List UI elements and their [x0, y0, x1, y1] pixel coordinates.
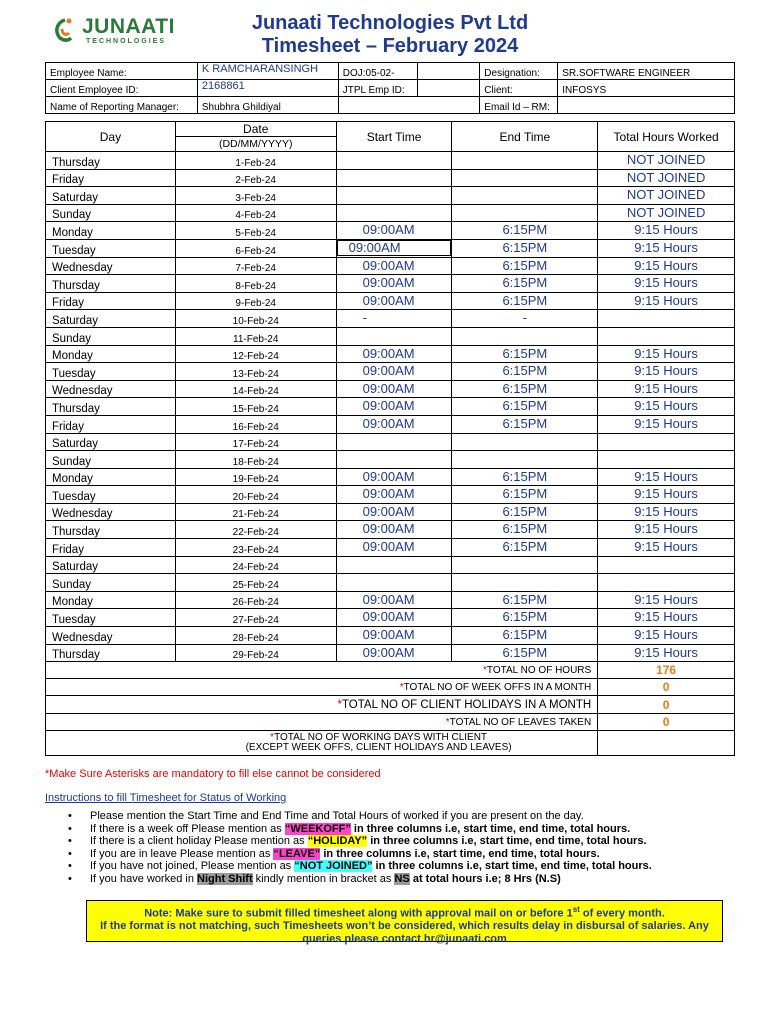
- company-logo: [52, 14, 182, 52]
- summary-label: *TOTAL NO OF CLIENT HOLIDAYS IN A MONTH: [46, 696, 598, 714]
- table-row: [46, 222, 735, 240]
- instruction-item: • If there is a client holiday Please mention as “HOLIDAY” in three columns i.e, start time, end time, total hours.: [68, 835, 748, 848]
- day-cell: Sunday: [46, 327, 176, 345]
- end-time-cell[interactable]: 6:15PM: [452, 609, 598, 627]
- employee-name-label: Employee Name:: [46, 63, 198, 80]
- instruction-item: • If you are in leave Please mention as “LEAVE” in three columns i.e, start time, end time, total hours.: [68, 848, 748, 861]
- table-row: [46, 152, 735, 170]
- ns-keyword: NS: [394, 872, 410, 885]
- end-time-cell[interactable]: 6:15PM: [452, 222, 598, 240]
- client-label: Client:: [480, 80, 558, 97]
- date-cell: 11-Feb-24: [175, 327, 336, 345]
- date-cell: 27-Feb-24: [175, 609, 336, 627]
- instruction-item: • If you have not joined, Please mention as “NOT JOINED” in three columns i.e, start time, end time, total hours.: [68, 860, 748, 873]
- end-time-cell[interactable]: -: [452, 310, 598, 328]
- total-hours-cell[interactable]: 9:15 Hours: [598, 609, 735, 627]
- end-time-cell[interactable]: 6:15PM: [452, 644, 598, 662]
- day-cell: Saturday: [46, 187, 176, 205]
- total-hours-cell[interactable]: NOT JOINED: [598, 169, 735, 187]
- date-cell: 14-Feb-24: [175, 380, 336, 398]
- table-row: [46, 363, 735, 381]
- summary-label: *TOTAL NO OF WEEK OFFS IN A MONTH: [46, 679, 598, 696]
- junaati-logo-icon: [52, 16, 78, 46]
- document-header: [0, 0, 768, 62]
- total-hours-cell[interactable]: 9:15 Hours: [598, 363, 735, 381]
- table-row: [46, 257, 735, 275]
- end-time-cell[interactable]: 6:15PM: [452, 486, 598, 504]
- table-row: [46, 239, 735, 257]
- start-time-cell[interactable]: [336, 574, 452, 592]
- end-time-cell[interactable]: [452, 556, 598, 574]
- day-cell: Wednesday: [46, 627, 176, 645]
- total-hours-cell[interactable]: [598, 327, 735, 345]
- day-cell: Tuesday: [46, 609, 176, 627]
- start-time-cell[interactable]: 09:00AM: [336, 468, 452, 486]
- total-hours-cell[interactable]: [598, 451, 735, 469]
- end-time-cell[interactable]: [452, 574, 598, 592]
- day-cell: Monday: [46, 468, 176, 486]
- table-row: [46, 415, 735, 433]
- date-cell: 1-Feb-24: [175, 152, 336, 170]
- summary-value[interactable]: 0: [598, 714, 735, 731]
- doj-extra-cell[interactable]: [417, 63, 480, 80]
- total-hours-cell[interactable]: 9:15 Hours: [598, 627, 735, 645]
- summary-value[interactable]: 176: [598, 662, 735, 679]
- start-time-cell[interactable]: [336, 152, 452, 170]
- working-days-value[interactable]: [598, 731, 735, 756]
- start-time-cell[interactable]: -: [336, 310, 452, 328]
- end-time-cell[interactable]: 6:15PM: [452, 380, 598, 398]
- date-cell: 24-Feb-24: [175, 556, 336, 574]
- day-cell: Tuesday: [46, 486, 176, 504]
- client-employee-id-label: Client Employee ID:: [46, 80, 198, 97]
- start-time-cell[interactable]: [336, 433, 452, 451]
- column-header-total-hours: Total Hours Worked: [598, 122, 735, 152]
- start-time-cell[interactable]: [336, 451, 452, 469]
- total-hours-cell[interactable]: NOT JOINED: [598, 152, 735, 170]
- table-row: [46, 486, 735, 504]
- table-row: [46, 521, 735, 539]
- date-cell: 22-Feb-24: [175, 521, 336, 539]
- date-cell: 28-Feb-24: [175, 627, 336, 645]
- not-joined-keyword: “NOT JOINED”: [294, 860, 373, 872]
- client-employee-id-value[interactable]: 2168861: [197, 80, 338, 97]
- date-cell: 15-Feb-24: [175, 398, 336, 416]
- start-time-cell[interactable]: 09:00AM: [336, 222, 452, 240]
- start-time-cell[interactable]: 09:00AM: [336, 380, 452, 398]
- end-time-cell[interactable]: 6:15PM: [452, 275, 598, 293]
- logo-name: JUNAATI: [82, 15, 175, 38]
- table-row: [46, 310, 735, 328]
- day-cell: Sunday: [46, 204, 176, 222]
- end-time-cell[interactable]: 6:15PM: [452, 239, 598, 257]
- employee-name-value[interactable]: K RAMCHARANSINGH: [197, 63, 338, 80]
- total-hours-cell[interactable]: 9:15 Hours: [598, 468, 735, 486]
- table-row: [46, 292, 735, 310]
- start-time-cell[interactable]: 09:00AM: [336, 363, 452, 381]
- date-cell: 8-Feb-24: [175, 275, 336, 293]
- client-value[interactable]: INFOSYS: [558, 80, 735, 97]
- end-time-cell[interactable]: [452, 187, 598, 205]
- date-cell: 21-Feb-24: [175, 503, 336, 521]
- column-header-date: Date: [175, 122, 336, 137]
- day-cell: Thursday: [46, 521, 176, 539]
- summary-label: *TOTAL NO OF LEAVES TAKEN: [46, 714, 598, 731]
- total-hours-cell[interactable]: 9:15 Hours: [598, 257, 735, 275]
- start-time-cell[interactable]: 09:00AM: [336, 591, 452, 609]
- day-cell: Sunday: [46, 451, 176, 469]
- date-cell: 5-Feb-24: [175, 222, 336, 240]
- table-row: [46, 574, 735, 592]
- day-cell: Saturday: [46, 433, 176, 451]
- total-hours-cell[interactable]: [598, 574, 735, 592]
- start-time-cell[interactable]: 09:00AM: [336, 292, 452, 310]
- table-row: [46, 627, 735, 645]
- end-time-cell[interactable]: 6:15PM: [452, 257, 598, 275]
- date-cell: 20-Feb-24: [175, 486, 336, 504]
- end-time-cell[interactable]: 6:15PM: [452, 521, 598, 539]
- weekoff-keyword: “WEEKOFF”: [284, 822, 351, 835]
- total-hours-cell[interactable]: 9:15 Hours: [598, 398, 735, 416]
- end-time-cell[interactable]: 6:15PM: [452, 503, 598, 521]
- date-cell: 6-Feb-24: [175, 239, 336, 257]
- total-hours-cell[interactable]: 9:15 Hours: [598, 415, 735, 433]
- day-cell: Wednesday: [46, 257, 176, 275]
- table-row: [46, 169, 735, 187]
- table-row: [46, 451, 735, 469]
- logo-subtitle: TECHNOLOGIES: [86, 38, 167, 45]
- table-row: [46, 591, 735, 609]
- instruction-item: • If there is a week off Please mention as “WEEKOFF” in three columns i.e, start time, end time, total hours.: [68, 823, 748, 836]
- designation-value[interactable]: SR.SOFTWARE ENGINEER: [558, 63, 735, 80]
- start-time-cell[interactable]: 09:00AM: [336, 539, 452, 557]
- date-cell: 19-Feb-24: [175, 468, 336, 486]
- day-cell: Saturday: [46, 556, 176, 574]
- day-cell: Friday: [46, 169, 176, 187]
- day-cell: Friday: [46, 415, 176, 433]
- start-time-cell[interactable]: [336, 169, 452, 187]
- start-time-cell[interactable]: 09:00AM: [336, 275, 452, 293]
- total-hours-cell[interactable]: [598, 556, 735, 574]
- day-cell: Wednesday: [46, 503, 176, 521]
- doj-value[interactable]: DOJ:05-02-: [338, 63, 417, 80]
- date-cell: 26-Feb-24: [175, 591, 336, 609]
- day-cell: Saturday: [46, 310, 176, 328]
- timesheet-rows: [46, 152, 735, 662]
- table-row: [46, 398, 735, 416]
- total-hours-cell[interactable]: 9:15 Hours: [598, 239, 735, 257]
- instructions-list: [68, 810, 748, 885]
- table-row: [46, 609, 735, 627]
- table-row: [46, 468, 735, 486]
- date-cell: 10-Feb-24: [175, 310, 336, 328]
- summary-value[interactable]: 0: [598, 679, 735, 696]
- total-hours-cell[interactable]: NOT JOINED: [598, 187, 735, 205]
- start-time-cell[interactable]: 09:00AM: [336, 398, 452, 416]
- end-time-cell[interactable]: [452, 451, 598, 469]
- start-time-cell[interactable]: 09:00AM: [336, 627, 452, 645]
- start-time-cell[interactable]: 09:00AM: [336, 239, 452, 257]
- date-cell: 23-Feb-24: [175, 539, 336, 557]
- end-time-cell[interactable]: 6:15PM: [452, 398, 598, 416]
- day-cell: Monday: [46, 591, 176, 609]
- start-time-cell[interactable]: [336, 204, 452, 222]
- day-cell: Tuesday: [46, 363, 176, 381]
- total-hours-cell[interactable]: [598, 310, 735, 328]
- table-row: [46, 327, 735, 345]
- column-header-end-time: End Time: [452, 122, 598, 152]
- table-row: [46, 275, 735, 293]
- end-time-cell[interactable]: 6:15PM: [452, 591, 598, 609]
- table-row: [46, 556, 735, 574]
- total-hours-cell[interactable]: 9:15 Hours: [598, 275, 735, 293]
- day-cell: Monday: [46, 345, 176, 363]
- date-cell: 16-Feb-24: [175, 415, 336, 433]
- date-cell: 25-Feb-24: [175, 574, 336, 592]
- end-time-cell[interactable]: [452, 169, 598, 187]
- column-header-date-format: (DD/MM/YYYY): [175, 137, 336, 152]
- jtpl-emp-id-label: JTPL Emp ID:: [338, 80, 417, 97]
- total-hours-cell[interactable]: [598, 433, 735, 451]
- summary-value[interactable]: 0: [598, 696, 735, 714]
- day-cell: Thursday: [46, 152, 176, 170]
- end-time-cell[interactable]: [452, 327, 598, 345]
- day-cell: Friday: [46, 539, 176, 557]
- total-hours-cell[interactable]: 9:15 Hours: [598, 644, 735, 662]
- reporting-manager-label: Name of Reporting Manager:: [46, 97, 198, 114]
- end-time-cell[interactable]: [452, 433, 598, 451]
- total-hours-cell[interactable]: 9:15 Hours: [598, 521, 735, 539]
- day-cell: Thursday: [46, 644, 176, 662]
- column-header-day: Day: [46, 122, 176, 152]
- table-row: [46, 503, 735, 521]
- start-time-cell[interactable]: 09:00AM: [336, 486, 452, 504]
- employee-info-table: [45, 62, 735, 114]
- table-row: [46, 539, 735, 557]
- day-cell: Monday: [46, 222, 176, 240]
- start-time-cell[interactable]: [336, 327, 452, 345]
- end-time-cell[interactable]: 6:15PM: [452, 345, 598, 363]
- date-cell: 18-Feb-24: [175, 451, 336, 469]
- total-hours-cell[interactable]: 9:15 Hours: [598, 591, 735, 609]
- leave-keyword: “LEAVE”: [273, 847, 321, 860]
- end-time-cell[interactable]: [452, 152, 598, 170]
- date-cell: 7-Feb-24: [175, 257, 336, 275]
- night-shift-keyword: Night Shift: [197, 872, 253, 885]
- designation-label: Designation:: [480, 63, 558, 80]
- date-cell: 2-Feb-24: [175, 169, 336, 187]
- column-header-start-time: Start Time: [336, 122, 452, 152]
- date-cell: 4-Feb-24: [175, 204, 336, 222]
- total-hours-cell[interactable]: 9:15 Hours: [598, 503, 735, 521]
- total-hours-cell[interactable]: 9:15 Hours: [598, 380, 735, 398]
- day-cell: Sunday: [46, 574, 176, 592]
- start-time-cell[interactable]: 09:00AM: [336, 257, 452, 275]
- table-row: [46, 380, 735, 398]
- mandatory-note: *Make Sure Asterisks are mandatory to fill else cannot be considered: [45, 768, 381, 780]
- date-cell: 3-Feb-24: [175, 187, 336, 205]
- jtpl-emp-id-value[interactable]: [417, 80, 480, 97]
- date-cell: 13-Feb-24: [175, 363, 336, 381]
- instruction-item: • Please mention the Start Time and End Time and Total Hours of worked if you are present on the day.: [68, 810, 748, 823]
- table-row: [46, 644, 735, 662]
- start-time-cell[interactable]: 09:00AM: [336, 644, 452, 662]
- manager-email-label: Email Id – RM:: [480, 97, 558, 114]
- summary-rows: [46, 662, 735, 756]
- company-name: Junaati Technologies Pvt Ltd: [251, 12, 529, 34]
- end-time-cell[interactable]: 6:15PM: [452, 468, 598, 486]
- manager-email-value[interactable]: [558, 97, 735, 114]
- date-cell: 12-Feb-24: [175, 345, 336, 363]
- holiday-keyword: “HOLIDAY”: [307, 835, 368, 847]
- total-hours-cell[interactable]: 9:15 Hours: [598, 292, 735, 310]
- day-cell: Friday: [46, 292, 176, 310]
- start-time-cell[interactable]: 09:00AM: [336, 345, 452, 363]
- end-time-cell[interactable]: 6:15PM: [452, 415, 598, 433]
- table-row: [46, 433, 735, 451]
- end-time-cell[interactable]: 6:15PM: [452, 363, 598, 381]
- table-row: [46, 345, 735, 363]
- reporting-manager-value[interactable]: Shubhra Ghildiyal: [197, 97, 338, 114]
- date-cell: 9-Feb-24: [175, 292, 336, 310]
- day-cell: Wednesday: [46, 380, 176, 398]
- total-hours-cell[interactable]: 9:15 Hours: [598, 539, 735, 557]
- total-hours-cell[interactable]: 9:15 Hours: [598, 222, 735, 240]
- start-time-cell[interactable]: 09:00AM: [336, 415, 452, 433]
- day-cell: Thursday: [46, 398, 176, 416]
- end-time-cell[interactable]: 6:15PM: [452, 292, 598, 310]
- table-row: [46, 187, 735, 205]
- date-cell: 29-Feb-24: [175, 644, 336, 662]
- table-row: [46, 204, 735, 222]
- start-time-cell[interactable]: 09:00AM: [336, 503, 452, 521]
- start-time-cell[interactable]: [336, 187, 452, 205]
- instructions-link[interactable]: Instructions to fill Timesheet for Status of Working: [45, 792, 287, 804]
- total-hours-cell[interactable]: NOT JOINED: [598, 204, 735, 222]
- day-cell: Thursday: [46, 275, 176, 293]
- end-time-cell[interactable]: [452, 204, 598, 222]
- end-time-cell[interactable]: 6:15PM: [452, 539, 598, 557]
- total-hours-cell[interactable]: 9:15 Hours: [598, 486, 735, 504]
- start-time-cell[interactable]: [336, 556, 452, 574]
- summary-label: *TOTAL NO OF HOURS: [46, 662, 598, 679]
- sheet-title: Timesheet – February 2024: [261, 35, 519, 57]
- start-time-cell[interactable]: 09:00AM: [336, 609, 452, 627]
- total-hours-cell[interactable]: 9:15 Hours: [598, 345, 735, 363]
- date-cell: 17-Feb-24: [175, 433, 336, 451]
- instruction-item: • If you have worked in Night Shift kindly mention in bracket as NS at total hours i.e; 8 Hrs (N.S): [68, 873, 748, 886]
- working-days-label: *TOTAL NO OF WORKING DAYS WITH CLIENT (EXCEPT WEEK OFFS, CLIENT HOLIDAYS AND LEAVES): [46, 731, 598, 756]
- start-time-cell[interactable]: 09:00AM: [336, 521, 452, 539]
- end-time-cell[interactable]: 6:15PM: [452, 627, 598, 645]
- manager-extra-cell[interactable]: [338, 97, 480, 114]
- day-cell: Tuesday: [46, 239, 176, 257]
- submission-note: Note: Make sure to submit filled timesheet along with approval mail on or before 1st of every month. If the format is not matching, such Timesheets won’t be considered, which results delay in disbursal of salaries. Any queries please contact hr@junaati.com: [86, 900, 723, 942]
- timesheet-table: [45, 121, 735, 756]
